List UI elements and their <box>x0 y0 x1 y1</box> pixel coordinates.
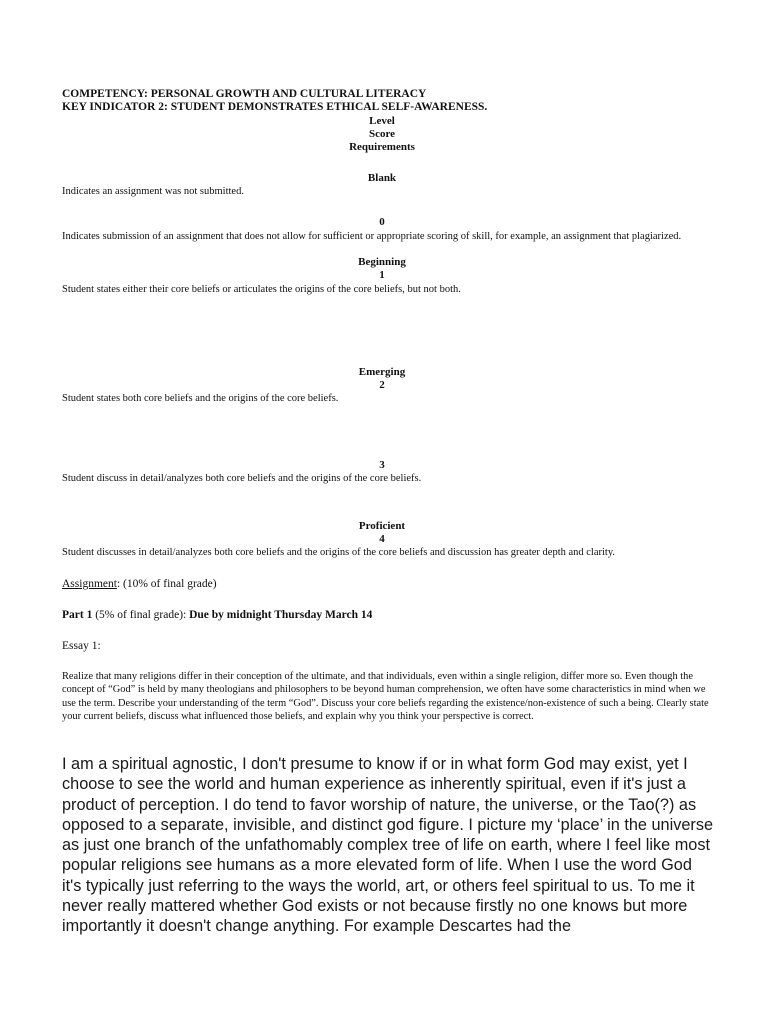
rubric-emerging-text: Student states both core beliefs and the origins of the core beliefs. <box>62 393 339 404</box>
rubric-zero-text: Indicates submission of an assignment that does not allow for sufficient or appropriate scoring of skill, for example, an assignment that plagiarized. <box>62 231 682 242</box>
competency-heading: COMPETENCY: PERSONAL GROWTH AND CULTURAL LITERACY <box>62 88 427 100</box>
rubric-score-3: 3 <box>379 459 385 471</box>
rubric-score-4: 4 <box>379 533 385 545</box>
column-header-requirements: Requirements <box>349 141 415 153</box>
part1-label: Part 1 <box>62 609 93 621</box>
essay-response: I am a spiritual agnostic, I don't presume to know if or in what form God may exist, yet I choose to see the world and human experience as inherently spiritual, even if it's just a product of perception. I do tend to favor worship of nature, the universe, or the Tao(?) as opposed to a separate, invisible, and distinct god figure. I picture my ‘place’ in the universe as just one branch of the unfathomably complex tree of life on earth, where I feel like most popular religions see humans as a more elevated form of life. When I use the word God it's typically just referring to the ways the world, art, or others feel spiritual to us. To me it never really mattered whether God exists or not because firstly no one knows but more importantly it doesn't change anything. For example Descartes had the <box>62 755 714 936</box>
part1-weight: (5% of final grade): <box>92 609 190 621</box>
assignment-line <box>62 577 712 591</box>
essay-label: Essay 1: <box>62 640 101 652</box>
rubric-level-blank: Blank <box>367 172 397 184</box>
rubric-score-0: 0 <box>379 216 385 228</box>
rubric-score-2: 2 <box>379 379 385 391</box>
column-header-level: Level <box>369 115 395 127</box>
rubric-three-text: Student discuss in detail/analyzes both core beliefs and the origins of the core beliefs. <box>62 473 422 484</box>
essay-prompt: Realize that many religions differ in their conception of the ultimate, and that individuals, even within a single religion, differ more so. Even though the concept of “God” is held by many theologians and philosophers to be beyond human comprehension, we often have some characteristics in mind when we use the term. Describe your understanding of the term “God”. Discuss your core beliefs regarding the existence/non-existence of such a being. Clearly state your current beliefs, discuss what influenced those beliefs, and explain why you think your perspective is correct. <box>62 671 709 723</box>
key-indicator-heading: KEY INDICATOR 2: STUDENT DEMONSTRATES ETHICAL SELF-AWARENESS. <box>62 101 488 113</box>
part1-line <box>62 608 712 622</box>
column-header-score: Score <box>368 128 396 140</box>
part1-due-date: Due by midnight Thursday March 14 <box>189 609 373 621</box>
rubric-level-emerging: Emerging <box>358 366 406 378</box>
rubric-score-1: 1 <box>379 269 385 281</box>
rubric-level-beginning: Beginning <box>358 256 406 268</box>
rubric-level-proficient: Proficient <box>358 520 406 532</box>
assignment-detail: : (10% of final grade) <box>116 578 217 590</box>
rubric-proficient-text: Student discusses in detail/analyzes both core beliefs and the origins of the core beliefs and discussion has greater depth and clarity. <box>62 547 616 558</box>
assignment-label: Assignment <box>62 578 117 590</box>
rubric-beginning-text: Student states either their core beliefs or articulates the origins of the core beliefs, but not both. <box>62 284 461 295</box>
rubric-blank-text: Indicates an assignment was not submitted. <box>62 186 244 197</box>
